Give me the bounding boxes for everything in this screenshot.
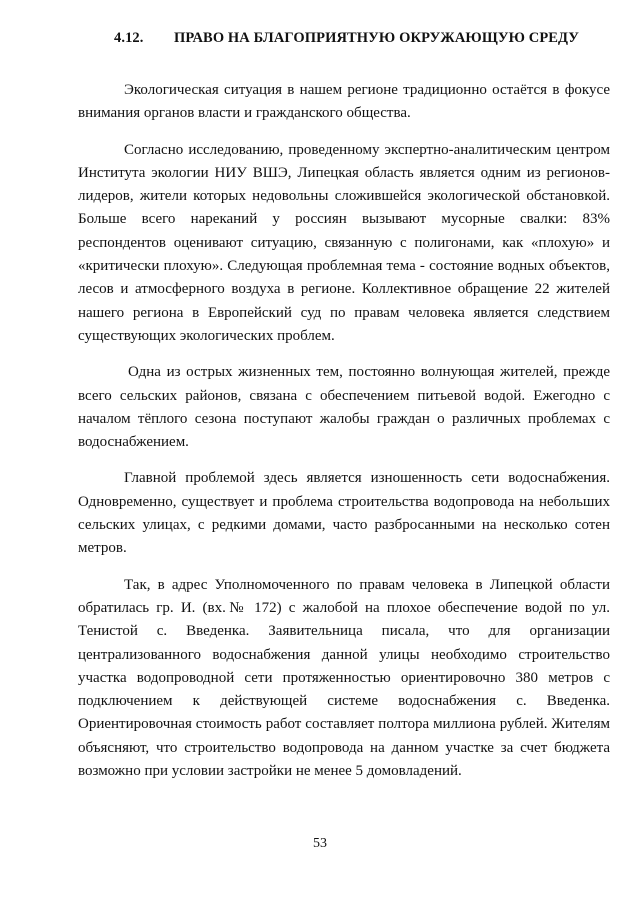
paragraph-1: Экологическая ситуация в нашем регионе традиционно остаётся в фокусе внимания органов власти и гражданского общества. [78, 82, 610, 122]
paragraph-4: Главной проблемой здесь является изношенность сети водоснабжения. Одновременно, существует и проблема строительства водопровода на небольших сельских улицах, с редкими домами, часто разбросанными на несколько сотен метров. [78, 470, 610, 557]
section-number: 4.12. [114, 30, 144, 46]
document-body [78, 79, 610, 796]
section-title: ПРАВО НА БЛАГОПРИЯТНУЮ ОКРУЖАЮЩУЮ СРЕДУ [174, 30, 580, 46]
page-number: 53 [313, 836, 327, 851]
paragraph-5: Так, в адрес Уполномоченного по правам человека в Липецкой области обратилась гр. И. (вх.№ 172) с жалобой на плохое обеспечение водой по ул. Тенистой с. Введенка. Заявительница писала, что для организации централизованного водоснабжения данной улицы необходимо строительство участка водопроводной сети протяженностью ориентировочно 380 метров с подключением к действующей системе водоснабжения с. Введенка. Ориентировочная стоимость работ составляет полтора миллиона рублей. Жителям объясняют, что строительство водопровода на данном участке за счет бюджета возможно при условии застройки не менее 5 домовладений. [78, 576, 610, 780]
paragraph-3: Одна из острых жизненных тем, постоянно волнующая жителей, прежде всего сельских районов, связана с обеспечением питьевой водой. Ежегодно с началом тёплого сезона поступают жалобы граждан о различных проблемах с водоснабжением. [78, 364, 610, 451]
paragraph-2: Согласно исследованию, проведенному экспертно-аналитическим центром Института экологии НИУ ВШЭ, Липецкая область является одним из регионов-лидеров, жители которых недовольны сложившейся экологической обстановкой. Больше всего нареканий у россиян вызывают мусорные свалки: 83% респондентов оценивают ситуацию, связанную с полигонами, как «плохую» и «критически плохую». Следующая проблемная тема - состояние водных объектов, лесов и атмосферного воздуха в регионе. Коллективное обращение 22 жителей нашего региона в Европейский суд по правам человека является следствием существующих экологических проблем. [78, 141, 610, 344]
